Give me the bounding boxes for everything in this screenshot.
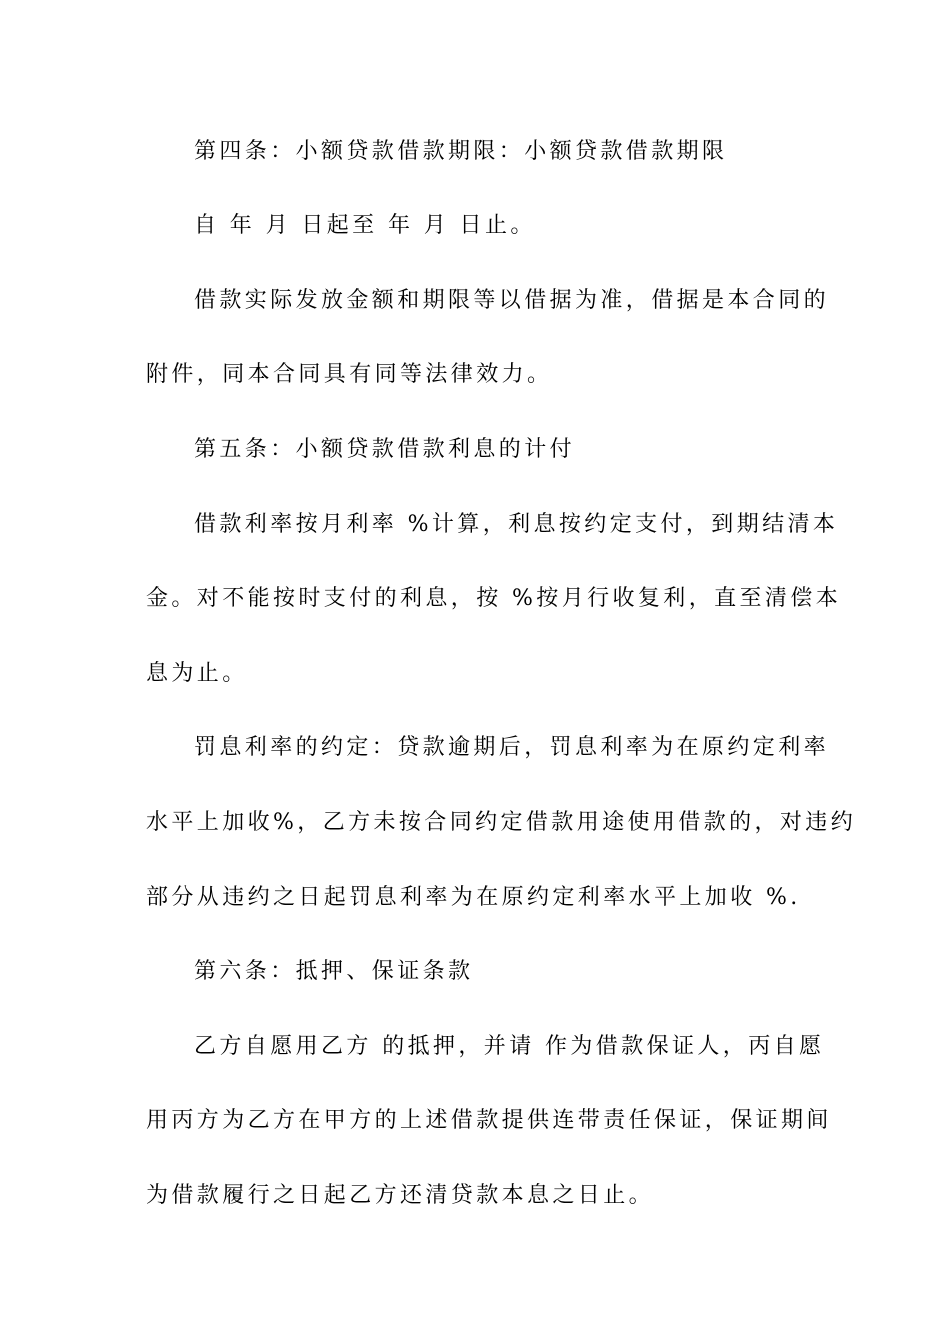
paragraph-line: 借款实际发放金额和期限等以借据为准，借据是本合同的	[194, 288, 830, 313]
paragraph-line: 附件，同本合同具有同等法律效力。	[146, 362, 553, 387]
paragraph-line: 息为止。	[146, 661, 248, 686]
loan-term-dates: 自 年 月 日起至 年 月 日止。	[194, 213, 536, 238]
paragraph-line: 部分从违约之日起罚息利率为在原约定利率水平上加收 %.	[146, 885, 801, 910]
paragraph-line: 金。对不能按时支付的利息，按 %按月行收复利，直至清偿本	[146, 586, 842, 611]
article-5-heading: 第五条：小额贷款借款利息的计付	[194, 437, 576, 462]
paragraph-line: 为借款履行之日起乙方还清贷款本息之日止。	[146, 1183, 655, 1208]
paragraph-line: 乙方自愿用乙方 的抵押，并请 作为借款保证人，丙自愿	[194, 1034, 825, 1059]
article-6-heading: 第六条：抵押、保证条款	[194, 959, 474, 984]
paragraph-line: 水平上加收%，乙方未按合同约定借款用途使用借款的，对违约	[146, 810, 857, 835]
paragraph-line: 借款利率按月利率 %计算，利息按约定支付，到期结清本	[194, 512, 839, 537]
paragraph-line: 用丙方为乙方在甲方的上述借款提供连带责任保证，保证期间	[146, 1108, 832, 1133]
article-4-heading: 第四条：小额贷款借款期限：小额贷款借款期限	[194, 139, 728, 164]
paragraph-line: 罚息利率的约定：贷款逾期后，罚息利率为在原约定利率	[194, 735, 830, 760]
